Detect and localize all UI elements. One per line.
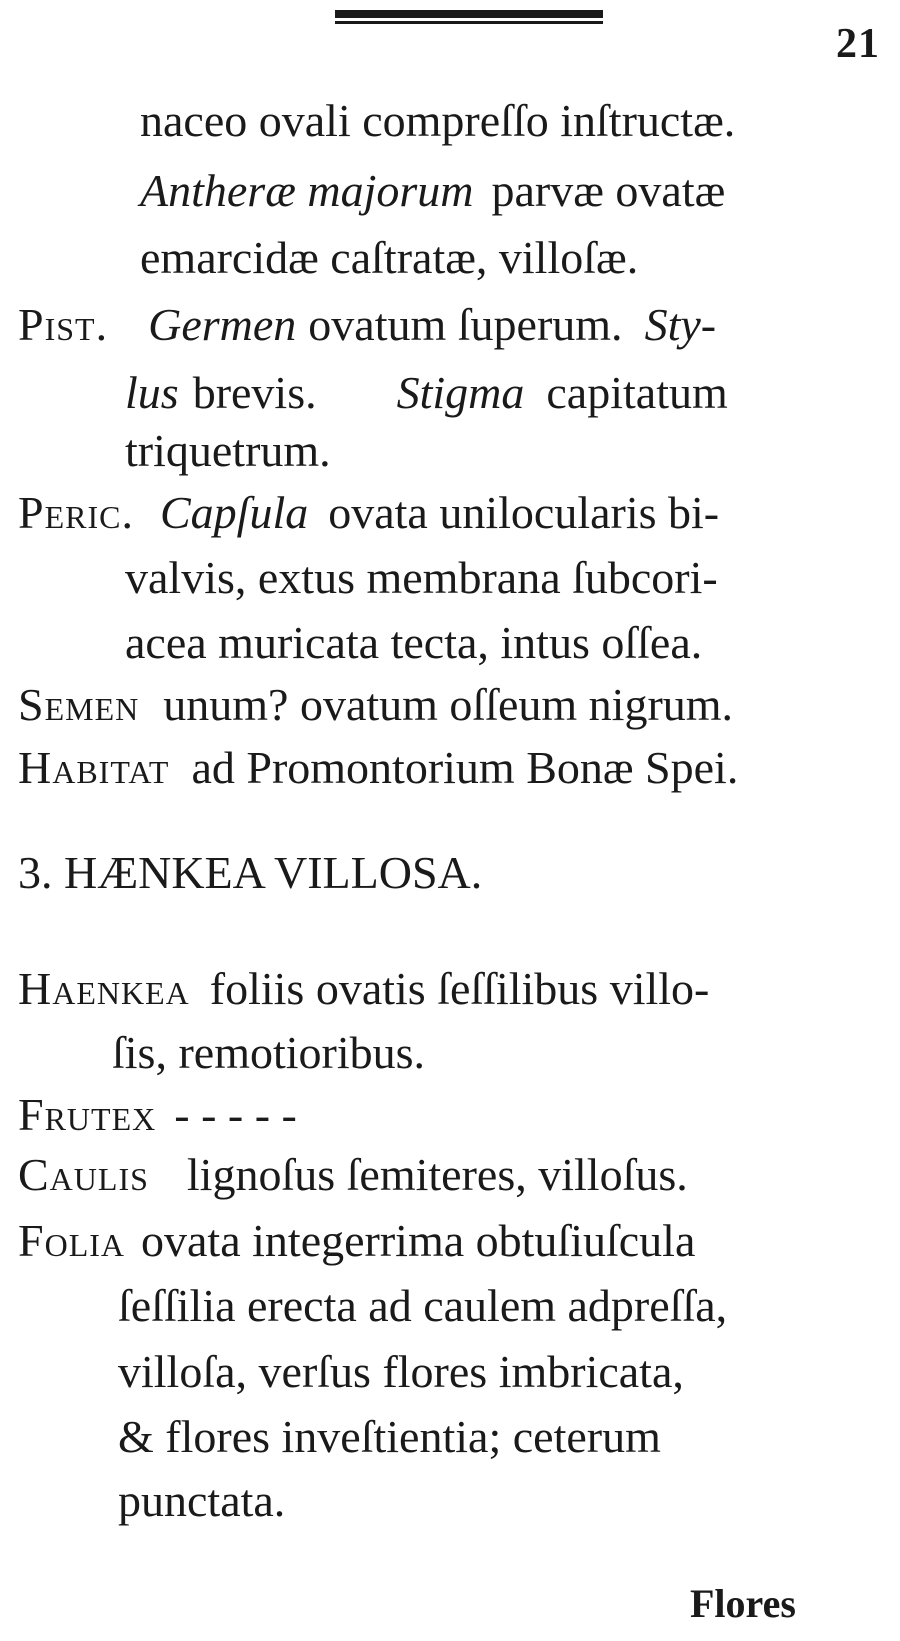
header-rule: [335, 10, 603, 24]
term-germen: Germen: [148, 299, 297, 350]
text-line-19: [118, 1346, 684, 1397]
text-line-10-text: unum? ovatum oſſeum nigrum.: [163, 679, 734, 730]
text-line-18-text: ſeſſilia erecta ad caulem adpreſſa,: [118, 1280, 728, 1331]
text-line-3: [140, 232, 639, 283]
label-peric: Peric.: [18, 487, 134, 538]
text-line-8: [125, 552, 718, 603]
text-line-9-text: acea muricata tecta, intus oſſea.: [125, 617, 703, 668]
text-line-17-text: ovata integerrima obtuſiuſcula: [141, 1215, 696, 1266]
header-rule-thin: [335, 21, 603, 24]
text-line-4: [18, 299, 717, 350]
text-line-13: [18, 963, 710, 1014]
text-line-2-text: parvæ ovatæ: [491, 165, 726, 216]
text-line-5-text: capitatum: [546, 367, 728, 418]
text-line-17: [18, 1215, 696, 1266]
label-haenkea: Haenkea: [18, 963, 190, 1014]
species-heading: [18, 847, 483, 898]
text-line-9: [125, 617, 703, 668]
text-line-14: [112, 1027, 426, 1078]
text-line-20-text: & flores inveſtientia; ceterum: [118, 1411, 661, 1462]
text-line-20: [118, 1411, 661, 1462]
page-number: 21: [836, 21, 880, 67]
text-line-13-text: foliis ovatis ſeſſilibus villo-: [209, 963, 710, 1014]
label-semen: Semen: [18, 679, 140, 730]
text-line-8-text: valvis, extus membrana ſubcori-: [125, 552, 718, 603]
text-line-5: [125, 367, 728, 418]
text-line-3-text: emarcidæ caſtratæ, villoſæ.: [140, 232, 639, 283]
term-stylus-1: Sty-: [644, 299, 717, 350]
term-stylus-2: lus: [125, 367, 179, 418]
text-line-14-text: ſis, remotioribus.: [112, 1027, 426, 1078]
text-line-11-text: ad Promontorium Bonæ Spei.: [191, 742, 739, 793]
text-line-7: [18, 487, 720, 538]
text-line-1-text: naceo ovali compreſſo inſtructæ.: [140, 95, 736, 146]
text-line-7-text: ovata unilocularis bi-: [328, 487, 720, 538]
text-line-1: [140, 95, 736, 146]
text-line-6-text: triquetrum.: [125, 425, 331, 476]
text-line-15-text: - - - - -: [174, 1089, 297, 1140]
term-stigma: Stigma: [396, 367, 525, 418]
catchword: Flores: [690, 1581, 796, 1626]
text-line-10: [18, 679, 734, 730]
text-line-16: [18, 1149, 688, 1200]
text-line-6: [125, 425, 331, 476]
term-antherae: Antheræ majorum: [140, 165, 474, 216]
text-line-5-brevis: brevis.: [192, 367, 317, 418]
label-pist: Pist.: [18, 299, 109, 350]
text-line-21: [118, 1475, 286, 1526]
header-rule-thick: [335, 10, 603, 18]
text-line-16-text: lignoſus ſemiteres, villoſus.: [186, 1149, 688, 1200]
text-line-21-text: punctata.: [118, 1475, 286, 1526]
text-line-11: [18, 742, 739, 793]
text-line-15: [18, 1089, 297, 1140]
label-folia: Folia: [18, 1215, 126, 1266]
label-caulis: Caulis: [18, 1149, 149, 1200]
text-line-2: [140, 165, 726, 216]
term-capsula: Capſula: [159, 487, 309, 538]
species-heading-text: 3. HÆNKEA VILLOSA.: [18, 847, 483, 898]
label-frutex: Frutex: [18, 1089, 157, 1140]
text-line-18: [118, 1280, 728, 1331]
label-habitat: Habitat: [18, 742, 170, 793]
text-line-19-text: villoſa, verſus flores imbricata,: [118, 1346, 684, 1397]
text-line-4-text: ovatum ſuperum.: [308, 299, 623, 350]
